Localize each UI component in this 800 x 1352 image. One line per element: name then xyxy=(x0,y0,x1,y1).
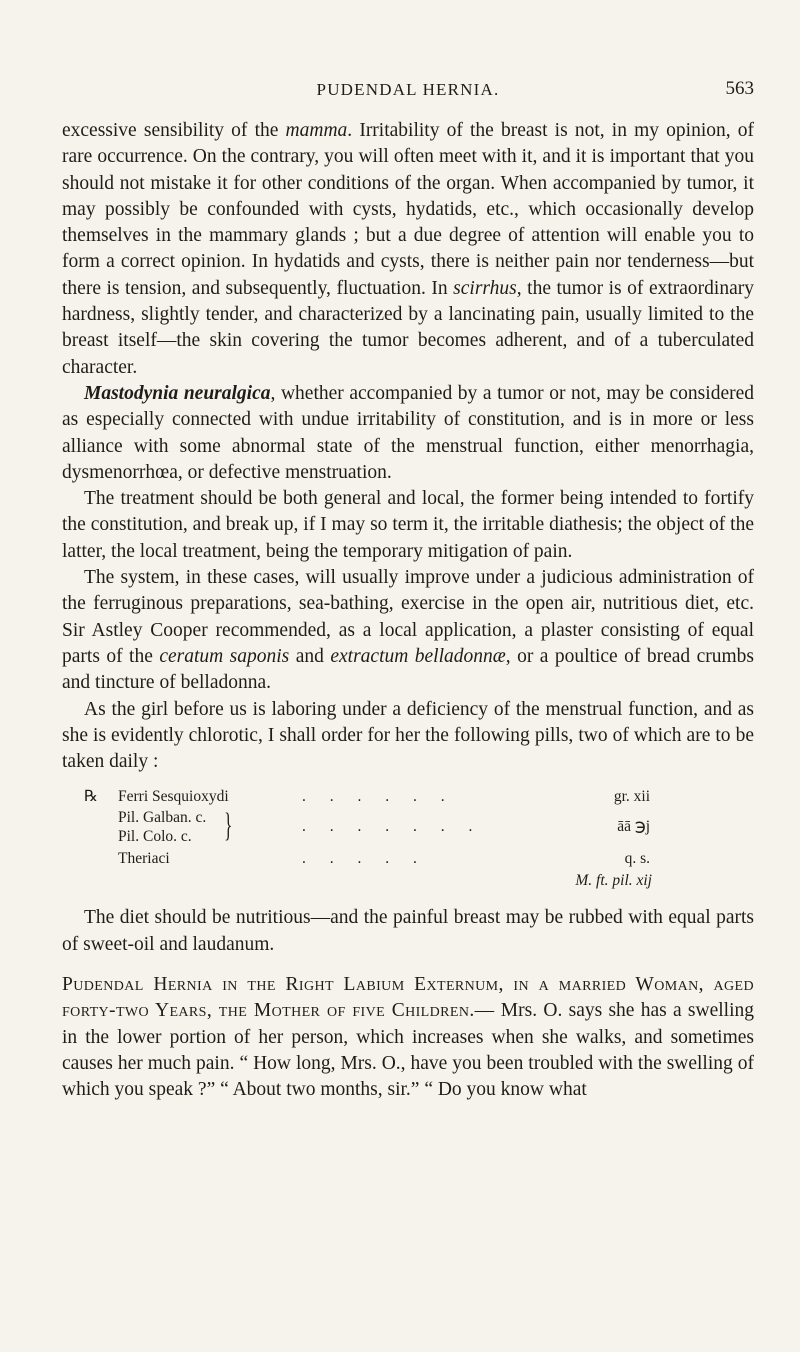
paragraph-1 xyxy=(62,118,754,381)
prescription xyxy=(62,783,754,895)
italic-term: ceratum saponis xyxy=(159,645,290,667)
paragraph-6 xyxy=(62,905,754,958)
text-run: . Irritability of the breast is not, in my opinion, of rare occurrence. On the contrary, you will often meet with it, and it is important that you should not mistake it for other conditions of the organ. When accompanied by tumor, it may possibly be confounded with cysts, hydatids, etc., which occasionally develop themselves in the mammary glands ; but a due degree of attention will enable you to form a correct opinion. In hydatids and cysts, there is neither pain nor tenderness—but there is tension, and subsequently, fluctuation. In xyxy=(62,120,755,299)
text-run: and xyxy=(289,645,331,667)
recipe-symbol: ℞ xyxy=(84,788,98,806)
case-heading: Pudendal Hernia in the Right Labium Externum, in a married Woman, aged forty-two Years, the Mother of five Children.— xyxy=(62,974,754,1022)
ingredient-name: Pil. Galban. c. xyxy=(118,809,207,827)
ingredient-name: Pil. Colo. c. xyxy=(118,828,192,846)
italic-term: mamma xyxy=(285,120,348,141)
leader-dots: . . . . . . . xyxy=(302,818,483,836)
italic-term: extractum belladonnæ xyxy=(330,645,506,667)
italic-term: Mastodynia neuralgica xyxy=(84,382,271,404)
ingredient-name: Theriaci xyxy=(118,850,170,868)
text-run: , whether accompanied by a tumor or not, may be considered as especially connected with undue irritability of constitution, and is in more or less alliance with some abnormal state of the menstrual function, either menorrhagia, dysmenorrhœa, or defective menstruation. xyxy=(62,382,754,483)
paragraph-5 xyxy=(62,697,754,776)
paragraph-3 xyxy=(62,486,754,565)
italic-term: scirrhus xyxy=(453,277,517,299)
body-text xyxy=(62,118,754,1104)
ingredient-dose: q. s. xyxy=(624,850,650,868)
page-header xyxy=(62,78,754,104)
running-title: PUDENDAL HERNIA. xyxy=(316,80,500,99)
paragraph-2 xyxy=(62,381,754,486)
prescription-signature: M. ft. pil. xij xyxy=(575,872,652,890)
page-number: 563 xyxy=(725,78,754,99)
ingredient-name: Ferri Sesquioxydi xyxy=(118,788,229,806)
text-run: excessive sensibility of the xyxy=(62,120,286,141)
text-run: , the tumor is of extraordinary hardness, slightly tender, and characterized by a lancinating pain, usually limited to the breast itself—the skin covering the tumor becomes adherent, and of a tuberculated character. xyxy=(62,277,754,378)
text-run: The system, in these cases, will usually improve under a judicious administration of the ferruginous preparations, sea-bathing, exercise in the open air, nutritious diet, etc. Sir Astley Cooper recommended, as a local application, a plaster consisting of equal parts of the xyxy=(62,567,754,667)
ingredient-dose: āā ℈j xyxy=(617,818,650,836)
leader-dots: . . . . . xyxy=(302,850,427,868)
text-run: The treatment should be both general and local, the former being intended to fortify the constitution, and break up, if I may so term it, the irritable diathesis; the object of the latter, the local treatment, being the temporary mitigation of pain. xyxy=(62,488,754,562)
text-run: , or a poultice of bread crumbs and tincture of belladonna. xyxy=(62,645,755,694)
text-run: As the girl before us is laboring under a deficiency of the menstrual function, and as she is evidently chlorotic, I shall order for her the following pills, two of which are to be taken daily : xyxy=(62,698,754,773)
text-run: The diet should be nutritious—and the painful breast may be rubbed with equal parts of sweet-oil and laudanum. xyxy=(62,907,754,955)
ingredient-dose: gr. xii xyxy=(613,788,650,806)
paragraph-4 xyxy=(62,565,754,696)
text-run: Mrs. O. says she has a swelling in the lower portion of her person, which increases when she walks, and sometimes causes her much pain. “ How long, Mrs. O., have you been troubled with the swelling of which you speak ?” “ About two months, sir.” “ Do you know what xyxy=(62,1000,754,1101)
leader-dots: . . . . . . xyxy=(302,788,455,806)
paragraph-7 xyxy=(62,972,754,1103)
brace: } xyxy=(224,807,233,845)
